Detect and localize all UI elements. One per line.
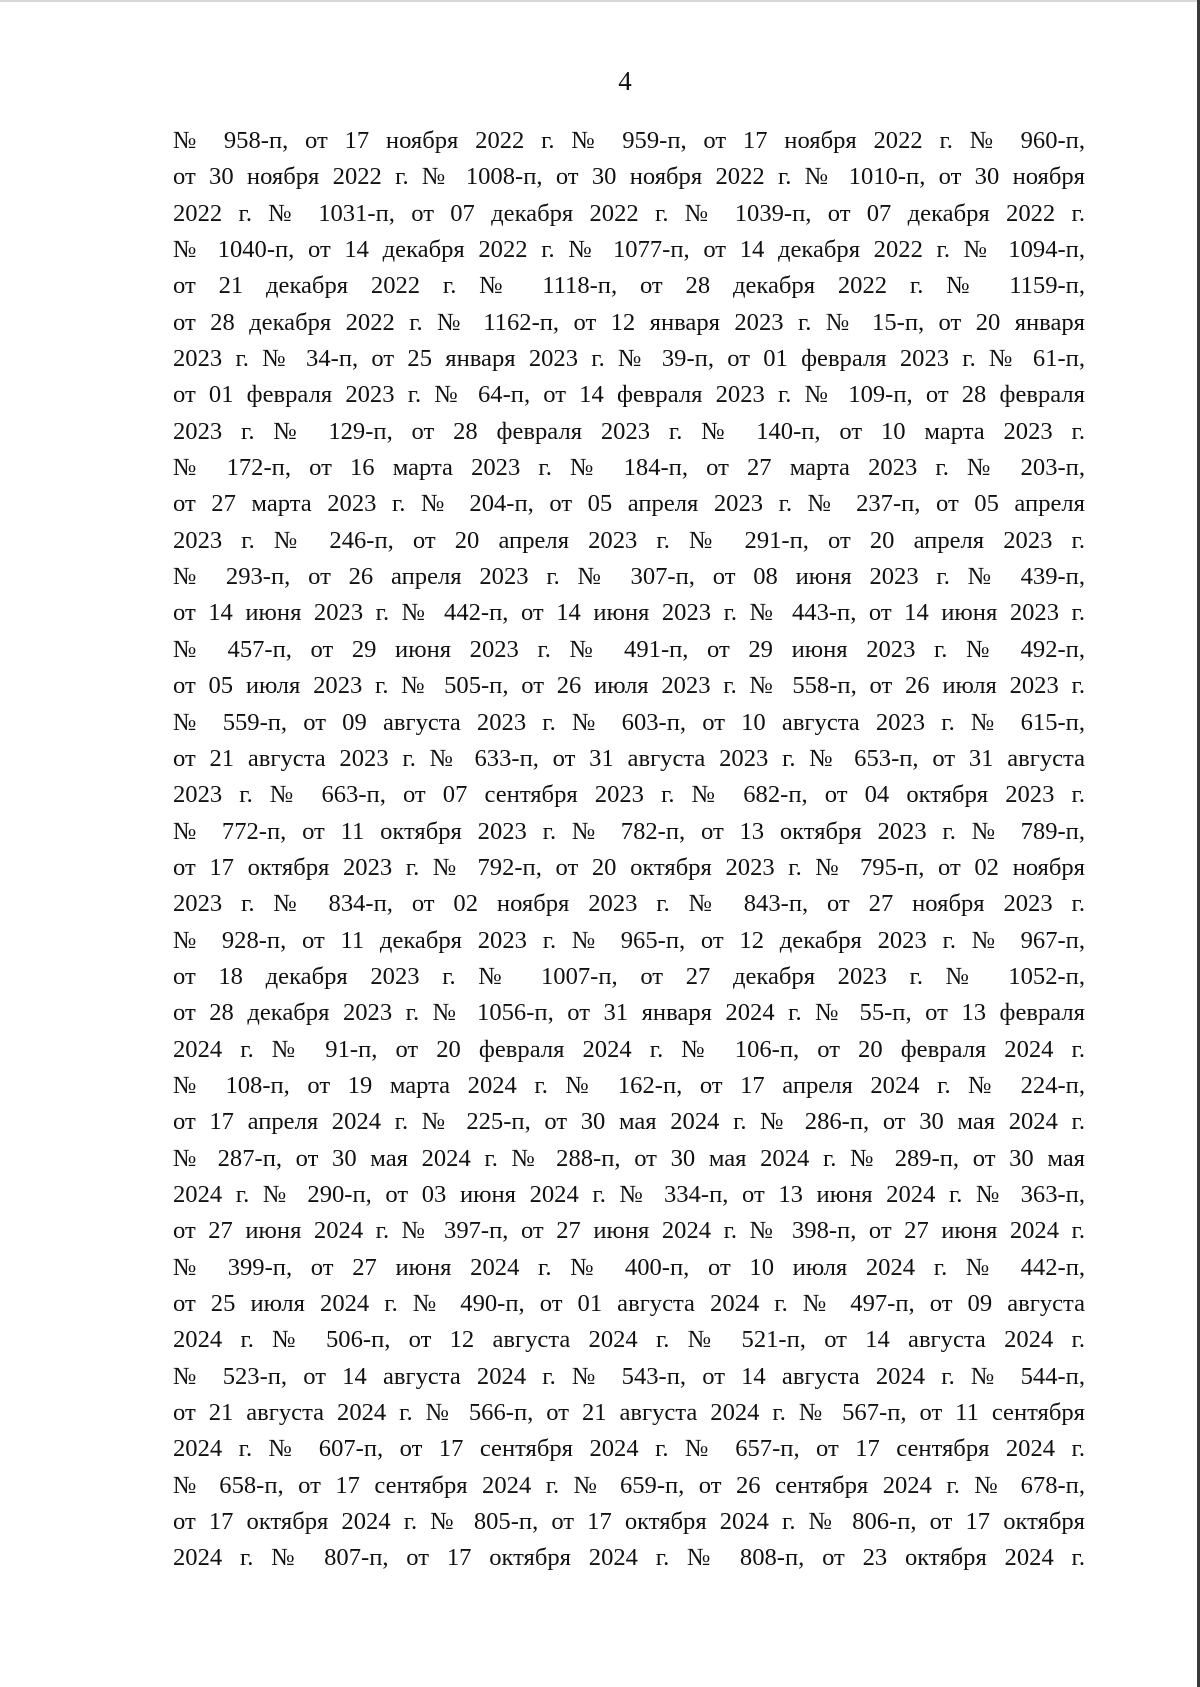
text-line: № 523-п, от 14 августа 2024 г. № 543-п, от 14 августа 2024 г. № 544-п, (173, 1362, 1085, 1390)
text-line: 2023 г. № 834-п, от 02 ноября 2023 г. № 843-п, от 27 ноября 2023 г. (173, 890, 1085, 918)
text-line: № 1040-п, от 14 декабря 2022 г. № 1077-п, от 14 декабря 2022 г. № 1094-п, (173, 236, 1085, 264)
text-line: № 457-п, от 29 июня 2023 г. № 491-п, от 29 июня 2023 г. № 492-п, (173, 635, 1085, 663)
text-line: № 958-п, от 17 ноября 2022 г. № 959-п, от 17 ноября 2022 г. № 960-п, (173, 127, 1085, 154)
text-line: от 21 августа 2023 г. № 633-п, от 31 августа 2023 г. № 653-п, от 31 августа (173, 744, 1085, 772)
text-line: 2023 г. № 246-п, от 20 апреля 2023 г. № 291-п, от 20 апреля 2023 г. (173, 526, 1085, 554)
text-line: 2024 г. № 807-п, от 17 октября 2024 г. № 808-п, от 23 октября 2024 г. (173, 1544, 1085, 1572)
text-line: № 287-п, от 30 мая 2024 г. № 288-п, от 30 мая 2024 г. № 289-п, от 30 мая (173, 1144, 1085, 1172)
text-line: от 27 марта 2023 г. № 204-п, от 05 апреля 2023 г. № 237-п, от 05 апреля (173, 490, 1085, 518)
text-line: № 772-п, от 11 октября 2023 г. № 782-п, от 13 октября 2023 г. № 789-п, (173, 817, 1085, 845)
text-line: от 18 декабря 2023 г. № 1007-п, от 27 декабря 2023 г. № 1052-п, (173, 962, 1085, 990)
text-line: от 28 декабря 2022 г. № 1162-п, от 12 января 2023 г. № 15-п, от 20 января (173, 308, 1085, 336)
text-line: от 25 июля 2024 г. № 490-п, от 01 августа 2024 г. № 497-п, от 09 августа (173, 1290, 1085, 1317)
text-line: от 17 октября 2023 г. № 792-п, от 20 октября 2023 г. № 795-п, от 02 ноября (173, 853, 1085, 881)
page-number: 4 (618, 66, 632, 96)
text-line: № 293-п, от 26 апреля 2023 г. № 307-п, от 08 июня 2023 г. № 439-п, (173, 563, 1085, 591)
text-line: от 21 августа 2024 г. № 566-п, от 21 августа 2024 г. № 567-п, от 11 сентября (173, 1399, 1085, 1427)
text-line: от 17 апреля 2024 г. № 225-п, от 30 мая 2024 г. № 286-п, от 30 мая 2024 г. (173, 1108, 1085, 1136)
text-line: № 108-п, от 19 марта 2024 г. № 162-п, от 17 апреля 2024 г. № 224-п, (173, 1071, 1085, 1099)
text-line: 2024 г. № 607-п, от 17 сентября 2024 г. № 657-п, от 17 сентября 2024 г. (173, 1435, 1085, 1463)
text-line: от 21 декабря 2022 г. № 1118-п, от 28 декабря 2022 г. № 1159-п, (173, 272, 1085, 300)
scan-edge-top (0, 0, 1200, 2)
text-line: от 01 февраля 2023 г. № 64-п, от 14 февраля 2023 г. № 109-п, от 28 февраля (173, 381, 1085, 409)
text-line: 2023 г. № 34-п, от 25 января 2023 г. № 39-п, от 01 февраля 2023 г. № 61-п, (173, 345, 1085, 373)
text-line: № 928-п, от 11 декабря 2023 г. № 965-п, от 12 декабря 2023 г. № 967-п, (173, 926, 1085, 954)
text-line: 2022 г. № 1031-п, от 07 декабря 2022 г. № 1039-п, от 07 декабря 2022 г. (173, 199, 1085, 227)
text-line: от 05 июля 2023 г. № 505-п, от 26 июля 2023 г. № 558-п, от 26 июля 2023 г. (173, 672, 1085, 700)
text-line: № 559-п, от 09 августа 2023 г. № 603-п, от 10 августа 2023 г. № 615-п, (173, 708, 1085, 736)
body-text (173, 123, 1085, 1577)
text-line: от 27 июня 2024 г. № 397-п, от 27 июня 2024 г. № 398-п, от 27 июня 2024 г. (173, 1217, 1085, 1245)
text-line: от 14 июня 2023 г. № 442-п, от 14 июня 2023 г. № 443-п, от 14 июня 2023 г. (173, 599, 1085, 627)
text-line: № 399-п, от 27 июня 2024 г. № 400-п, от 10 июля 2024 г. № 442-п, (173, 1253, 1085, 1281)
text-line: 2024 г. № 290-п, от 03 июня 2024 г. № 334-п, от 13 июня 2024 г. № 363-п, (173, 1180, 1085, 1208)
text-line: 2024 г. № 91-п, от 20 февраля 2024 г. № 106-п, от 20 февраля 2024 г. (173, 1035, 1085, 1063)
text-line: 2023 г. № 129-п, от 28 февраля 2023 г. № 140-п, от 10 марта 2023 г. (173, 417, 1085, 445)
text-line: № 172-п, от 16 марта 2023 г. № 184-п, от 27 марта 2023 г. № 203-п, (173, 454, 1085, 482)
text-line: 2024 г. № 506-п, от 12 августа 2024 г. № 521-п, от 14 августа 2024 г. (173, 1326, 1085, 1354)
text-line: от 17 октября 2024 г. № 805-п, от 17 октября 2024 г. № 806-п, от 17 октября (173, 1508, 1085, 1536)
text-line: 2023 г. № 663-п, от 07 сентября 2023 г. № 682-п, от 04 октября 2023 г. (173, 781, 1085, 809)
text-line: от 30 ноября 2022 г. № 1008-п, от 30 ноября 2022 г. № 1010-п, от 30 ноября (173, 163, 1085, 191)
text-line: № 658-п, от 17 сентября 2024 г. № 659-п, от 26 сентября 2024 г. № 678-п, (173, 1471, 1085, 1499)
text-line: от 28 декабря 2023 г. № 1056-п, от 31 января 2024 г. № 55-п, от 13 февраля (173, 999, 1085, 1027)
